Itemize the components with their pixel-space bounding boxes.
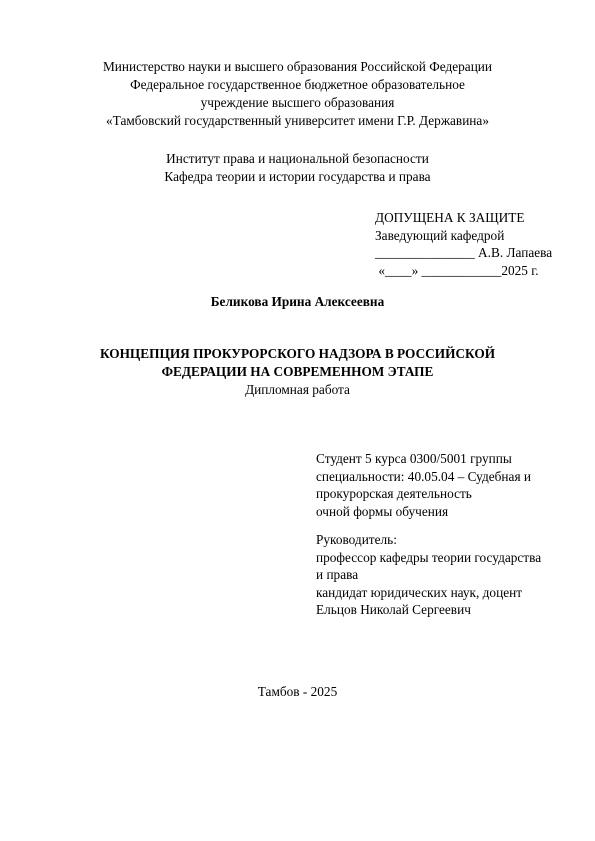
thesis-title-line-1: КОНЦЕПЦИЯ ПРОКУРОРСКОГО НАДЗОРА В РОССИЙСКОЙ [99,346,496,361]
city-year-footer: Тамбов - 2025 [257,684,338,699]
chair-name: Кафедра теории и истории государства и права [164,169,431,184]
student-study-form: очной формы обучения [316,503,449,519]
department-block [0,150,595,186]
advisor-position-line: профессор кафедры теории государства [316,549,542,565]
thesis-title-block [0,345,595,399]
institution-type-line-2: учреждение высшего образования [200,95,395,110]
institute-name: Институт права и национальной безопасности [166,151,429,166]
institution-type-line: Федеральное государственное бюджетное образовательное [130,77,465,92]
student-info-block [316,450,531,520]
ministry-header [0,58,595,130]
student-specialty-line: специальности: 40.05.04 – Судебная и [316,468,532,484]
student-specialty-line-2: прокурорская деятельность [316,486,472,501]
thesis-subtitle: Дипломная работа [245,382,350,397]
approval-block [375,209,552,279]
advisor-degree-line: кандидат юридических наук, доцент [316,584,523,600]
ministry-line: Министерство науки и высшего образования Российской Федерации [102,59,493,74]
approval-date-line: «____» ____________2025 г. [375,262,539,278]
student-course-line: Студент 5 курса 0300/5001 группы [316,451,512,466]
advisor-position-line-2: и права [316,567,359,582]
approval-signature-line: _______________ А.В. Лапаева [375,245,553,260]
advisor-label: Руководитель: [316,532,397,547]
approval-heading: ДОПУЩЕНА К ЗАЩИТЕ [375,210,525,225]
author-name: Беликова Ирина Алексеевна [210,294,385,309]
advisor-info-block [316,531,541,619]
university-name: «Тамбовский государственный университет имени Г.Р. Державина» [106,113,489,128]
thesis-title-line-2: ФЕДЕРАЦИИ НА СОВРЕМЕННОМ ЭТАПЕ [161,364,434,379]
advisor-name: Ельцов Николай Сергеевич [316,602,471,617]
approval-head-title: Заведующий кафедрой [375,227,505,243]
